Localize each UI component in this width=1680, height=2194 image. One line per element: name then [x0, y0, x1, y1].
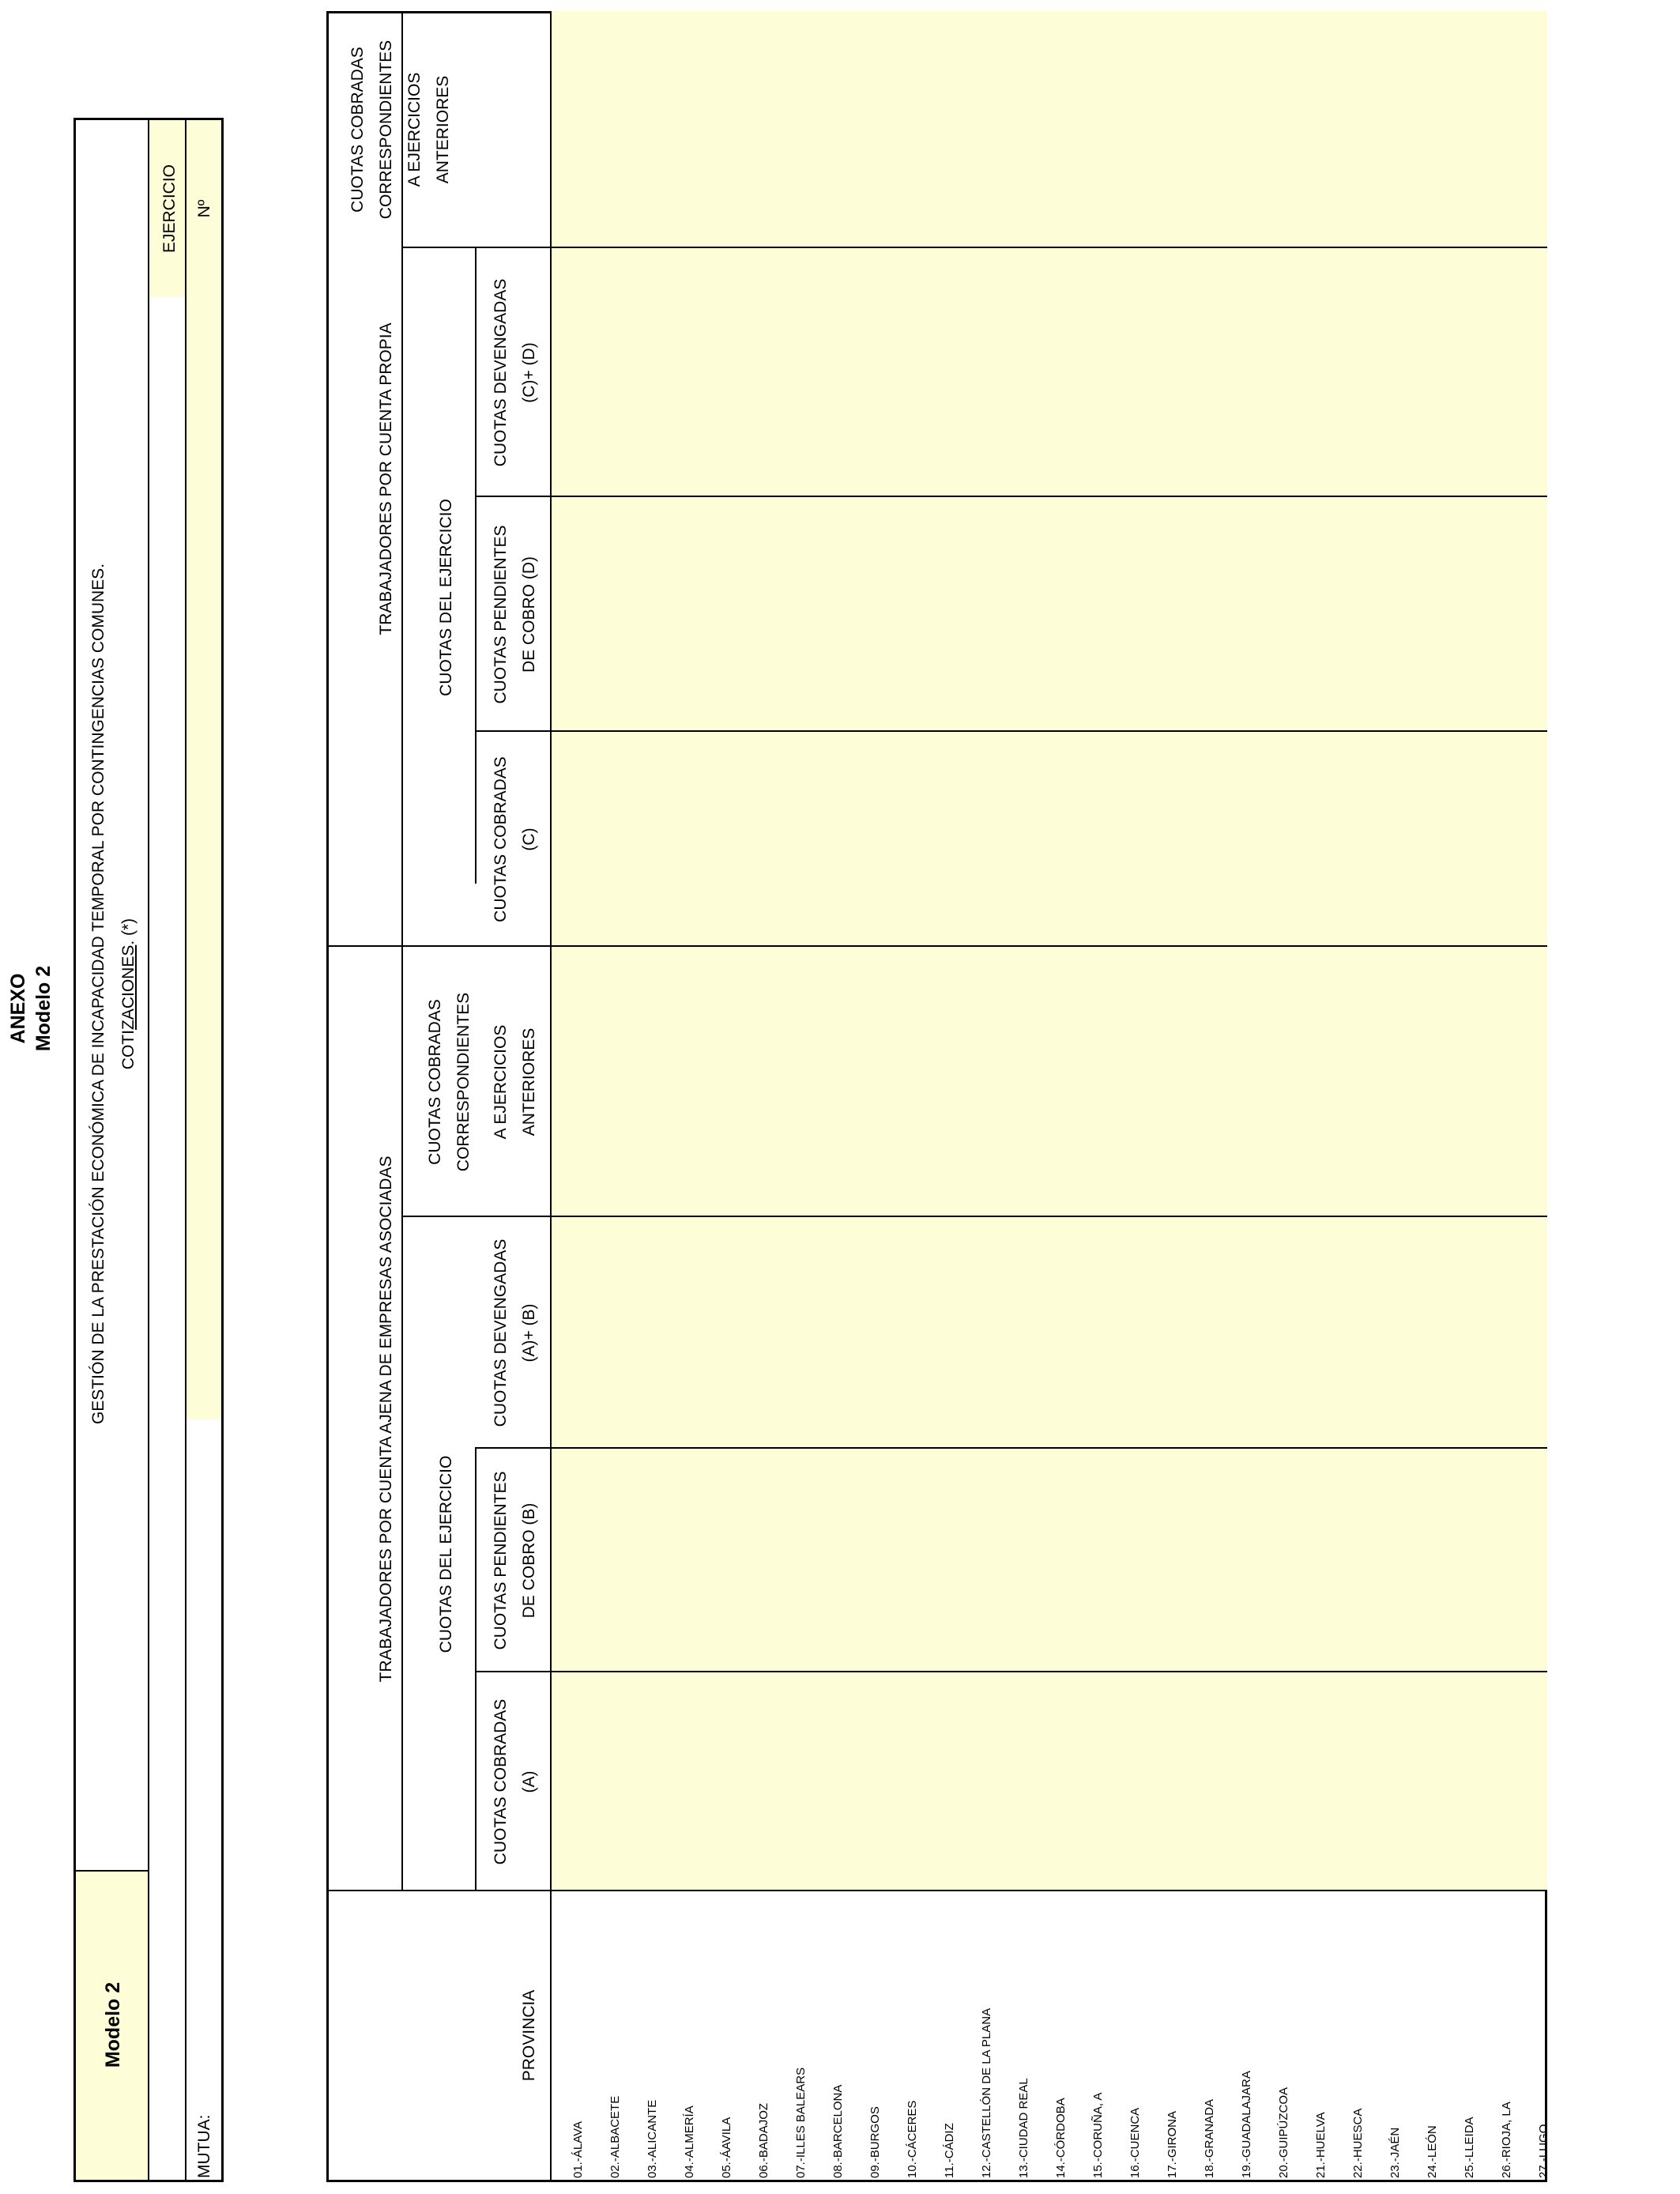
province-item: 11.-CÁDIZ	[943, 2123, 956, 2178]
col-d-line1: CUOTAS PENDIENTES	[492, 525, 510, 704]
group-ajena-subgroup: CUOTAS DEL EJERCICIO	[437, 1455, 455, 1653]
header-description: GESTIÓN DE LA PRESTACIÓN ECONÓMICA DE INCAPACIDAD TEMPORAL POR CONTINGENCIAS COMUNES.	[89, 563, 107, 1425]
vline-c-d	[475, 730, 1547, 732]
col-ant2-l4: ANTERIORES	[434, 75, 452, 184]
vline-b-ab	[475, 1447, 1547, 1449]
vline-d-cd	[475, 496, 1547, 497]
line-header-bottom	[550, 11, 552, 2180]
province-item: 20.-GUIPÚZCOA	[1277, 2087, 1290, 2178]
group-ajena-title: TRABAJADORES POR CUENTA AJENA DE EMPRESAS ASOCIADAS	[377, 1155, 395, 1683]
col-c-line1: CUOTAS COBRADAS	[492, 756, 510, 922]
mutua-field[interactable]	[186, 120, 221, 1419]
vline-a-b	[475, 1671, 1547, 1672]
header-model-label: Modelo 2	[102, 1981, 124, 2068]
line-group-bottom	[401, 11, 403, 1891]
province-item: 18.-GRANADA	[1203, 2098, 1216, 2178]
province-item: 06.-BADAJOZ	[757, 2102, 770, 2178]
header-section-post: . (*)	[119, 918, 137, 945]
province-item: 17.-GIRONA	[1166, 2110, 1179, 2178]
document-title: ANEXO	[7, 973, 29, 1044]
col-ab-line1: CUOTAS DEVENGADAS	[492, 1238, 510, 1427]
province-item: 09.-BURGOS	[868, 2106, 882, 2178]
vline-ab-ant	[401, 1216, 1547, 1217]
province-item: 02.-ALBACETE	[608, 2095, 622, 2178]
province-item: 27.-LUGO	[1537, 2124, 1550, 2178]
col-a-line1: CUOTAS COBRADAS	[492, 1698, 510, 1865]
province-item: 24.-LEÓN	[1426, 2125, 1439, 2178]
line-subgroup-bottom-2	[475, 248, 477, 884]
group-propia-title: TRABAJADORES POR CUENTA PROPIA	[377, 322, 395, 635]
header-section-title	[117, 118, 141, 1870]
province-item: 16.-CUENCA	[1128, 2107, 1142, 2178]
province-item: 25.-LLEIDA	[1463, 2117, 1476, 2178]
header-section-pre: COTI	[119, 1030, 137, 1070]
province-item: 05.-ÁAVILA	[720, 2117, 733, 2178]
col-ant1-l4: ANTERIORES	[520, 1027, 538, 1137]
col-c-line2: (C)	[520, 827, 538, 851]
col-ant2-l2: CORRESPONDIENTES	[377, 40, 395, 220]
province-item: 01.-ÁLAVA	[571, 2121, 585, 2178]
province-item: 13.-CIUDAD REAL	[1017, 2078, 1030, 2178]
col-b-line2: DE COBRO (B)	[520, 1502, 538, 1619]
col-ant2-l1: CUOTAS COBRADAS	[348, 47, 367, 213]
province-item: 10.-CÁCERES	[906, 2100, 919, 2178]
document-subtitle: Modelo 2	[32, 965, 55, 1052]
province-item: 07.-ILLES BALEARS	[794, 2067, 808, 2178]
province-item: 14.-CÓRDOBA	[1054, 2098, 1068, 2178]
data-area[interactable]	[550, 11, 1547, 1891]
province-item: 15.-CORUÑA, A	[1091, 2092, 1105, 2178]
col-d-line2: DE COBRO (D)	[520, 556, 538, 673]
province-item: 03.-ALICANTE	[646, 2099, 659, 2178]
province-item: 04.-ALMERÍA	[683, 2105, 696, 2178]
province-item: 22.-HUESCA	[1351, 2108, 1365, 2178]
provincia-header: PROVINCIA	[520, 1989, 538, 2082]
col-ant2-l3: A EJERCICIOS	[405, 72, 424, 187]
col-a-line2: (A)	[520, 1770, 538, 1793]
col-ant1-l1: CUOTAS COBRADAS	[426, 999, 444, 1165]
col-ab-line2: (A)+ (B)	[520, 1303, 538, 1363]
group-propia-subgroup: CUOTAS DEL EJERCICIO	[437, 499, 455, 696]
line-subgroup-bottom	[475, 1449, 477, 1891]
header-section-under: ZACIONES	[119, 944, 137, 1031]
col-b-line1: CUOTAS PENDIENTES	[492, 1471, 510, 1650]
province-item: 21.-HUELVA	[1314, 2112, 1328, 2178]
vline-cd-ant	[401, 247, 1547, 248]
mutua-label: MUTUA:	[195, 2114, 213, 2178]
province-item: 12.-CASTELLÓN DE LA PLANA	[980, 2007, 993, 2178]
province-item: 08.-BARCELONA	[831, 2084, 845, 2178]
province-item: 26.-RIOJA, LA	[1500, 2102, 1513, 2178]
col-cd-line2: (C)+ (D)	[520, 342, 538, 403]
province-item: 19.-GUADALAJARA	[1240, 2071, 1253, 2178]
numero-label: Nº	[195, 199, 213, 218]
col-cd-line1: CUOTAS DEVENGADAS	[492, 278, 510, 467]
col-ant1-l3: A EJERCICIOS	[492, 1024, 510, 1140]
province-item: 23.-JAÉN	[1388, 2127, 1402, 2178]
col-ant1-l2: CORRESPONDIENTES	[454, 992, 473, 1172]
header-divider	[148, 120, 149, 2180]
ejercicio-label: EJERCICIO	[160, 164, 179, 254]
